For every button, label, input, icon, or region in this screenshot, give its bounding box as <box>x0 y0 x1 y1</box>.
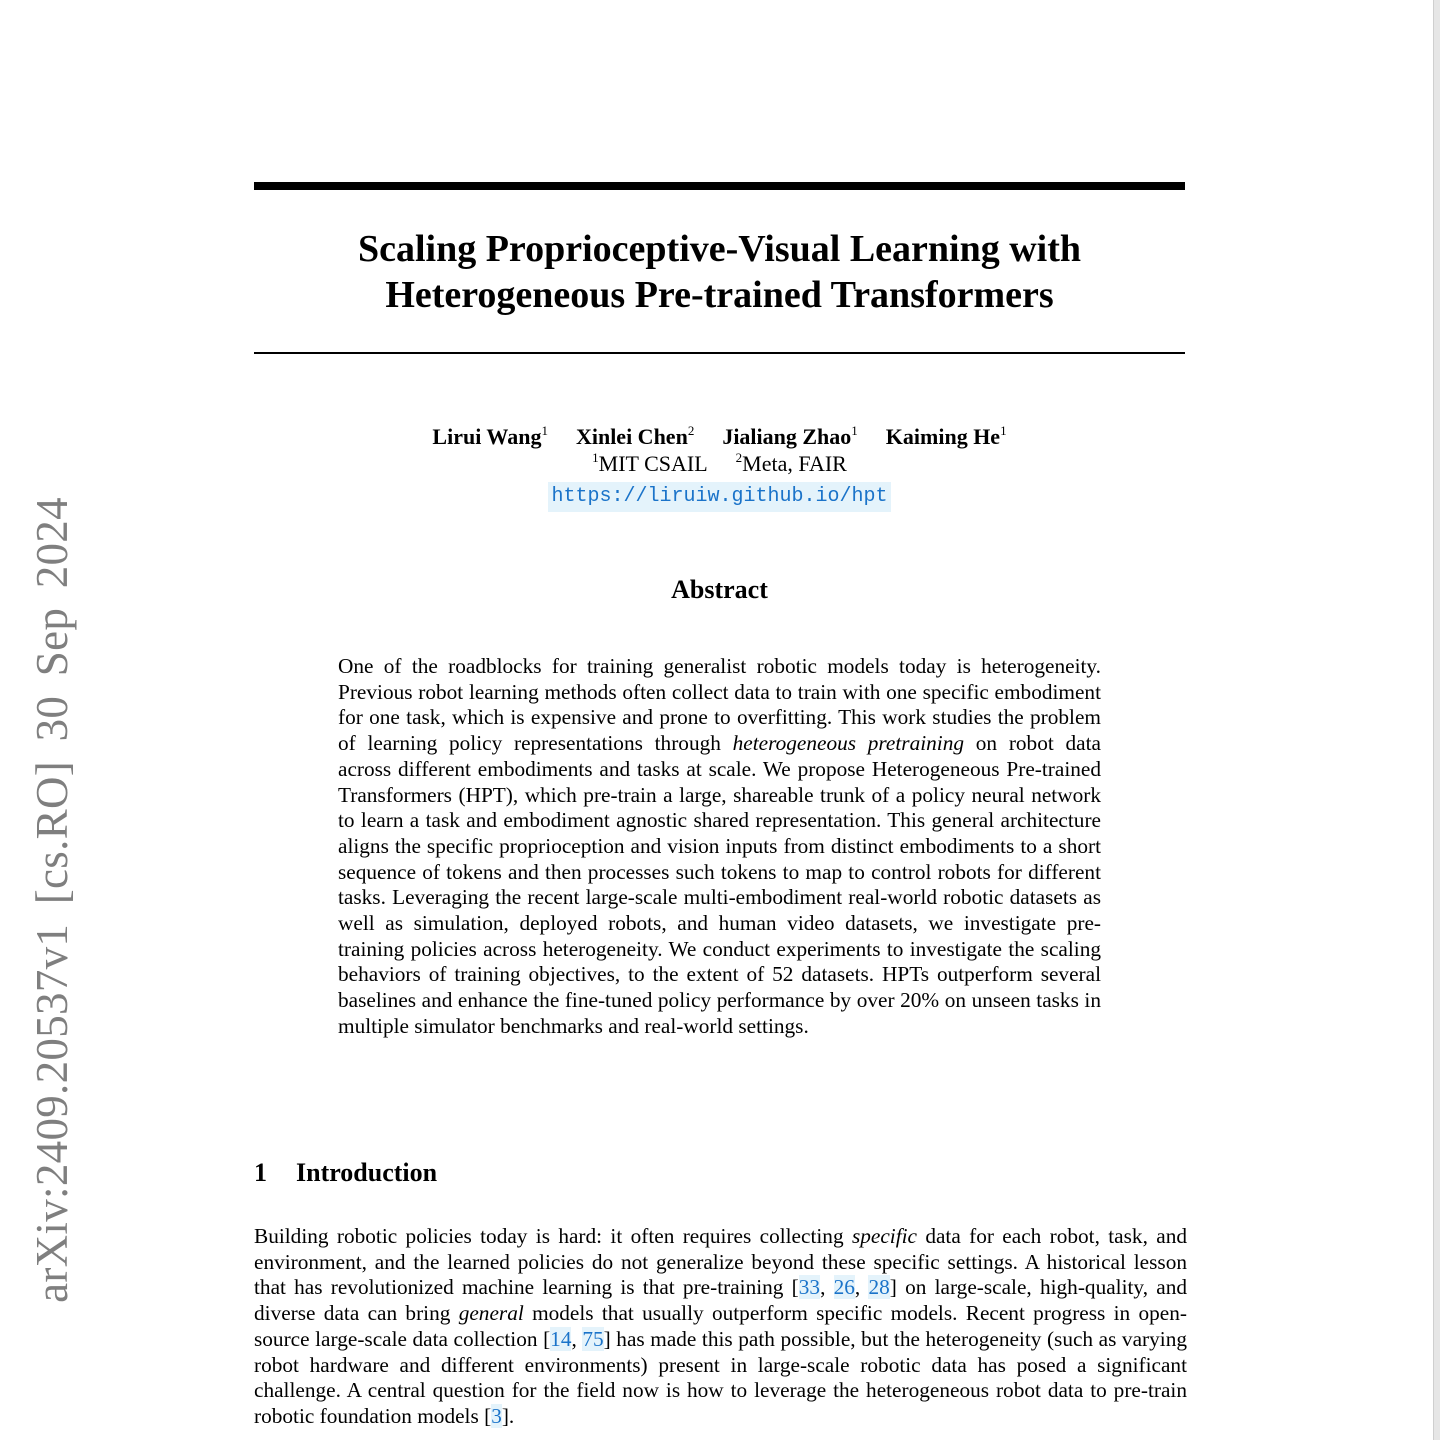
intro-text: , <box>820 1275 834 1300</box>
abstract-heading: Abstract <box>671 575 768 604</box>
section-heading <box>254 1157 437 1189</box>
affiliation-mark: 1 <box>851 423 858 438</box>
affiliation-mark: 1 <box>592 450 599 465</box>
affiliation <box>736 445 847 477</box>
title-line-1: Scaling Proprioceptive-Visual Learning with <box>357 228 1082 270</box>
abstract-body <box>338 654 1101 1040</box>
arxiv-identifier-stamp: arXiv:2409.20537v1 [cs.RO] 30 Sep 2024 <box>27 497 77 1303</box>
title-rule-bottom <box>254 352 1185 354</box>
affiliation-mark: 1 <box>1000 423 1007 438</box>
abstract-text: on robot data across different embodiments and tasks at scale. We propose Heterogeneous Pre-trained Transformers (HPT), which pre-train a large, shareable trunk of a policy neural network to learn a task and embodiment agnostic shared representation. This general architecture aligns the specific proprioception and vision inputs from distinct embodiments to a short sequence of tokens and then processes such tokens to map to control robots for different tasks. Leveraging the recent large-scale multi-embodiment real-world robotic datasets as well as simulation, deployed robots, and human video datasets, we investigate pre-training policies across heterogeneity. We conduct experiments to investigate the scaling behaviors of training objectives, to the extent of 52 datasets. HPTs outperform several baselines and enhance the fine-tuned policy performance by over 20% on unseen tasks in multiple simulator benchmarks and real-world settings. <box>338 731 1101 1038</box>
intro-emphasis: specific <box>851 1224 917 1248</box>
affiliation-name: MIT CSAIL <box>598 451 708 476</box>
affiliation-mark: 1 <box>541 423 548 438</box>
intro-text: , <box>571 1326 583 1351</box>
affiliation-list <box>254 445 1185 477</box>
author-name: Kaiming He <box>885 424 1001 449</box>
section-title: Introduction <box>296 1158 438 1187</box>
abstract-emphasis: heterogeneous pretraining <box>732 731 965 756</box>
project-url-row <box>254 482 1185 512</box>
author-name: Xinlei Chen <box>575 424 688 449</box>
affiliation-mark: 2 <box>735 450 743 465</box>
introduction-paragraph <box>254 1224 1187 1430</box>
project-url-link[interactable]: https://liruiw.github.io/hpt <box>548 482 890 512</box>
author-name: Jialiang Zhao <box>722 424 852 449</box>
intro-text: data for each robot, task, and environment, and the learned policies do not generalize beyond these specific settings. A historical lesson that has revolutionized machine learning is that pre-training [ <box>254 1224 1187 1300</box>
intro-text: ] on large-scale, high-quality, and diverse data can bring <box>254 1275 1187 1326</box>
abstract-text: One of the roadblocks for training generalist robotic models today is heterogeneity. Previous robot learning methods often collect data to train with one specific embodiment for one task, which is expensive and prone to overfitting. This work studies the problem of learning policy representations through <box>338 654 1101 756</box>
intro-text: models that usually outperform specific models. Recent progress in open-source large-scale data collection [ <box>254 1301 1187 1351</box>
title-line-2: Heterogeneous Pre-trained Transformers <box>385 274 1054 316</box>
citation-link[interactable]: 33 <box>798 1275 821 1300</box>
paper-title <box>254 226 1185 318</box>
citation-link[interactable]: 26 <box>833 1275 855 1300</box>
intro-text: Building robotic policies today is hard: it often requires collecting <box>254 1224 852 1248</box>
scrollbar[interactable] <box>1433 0 1440 1440</box>
affiliation-mark: 2 <box>687 423 695 438</box>
affiliation <box>592 445 708 477</box>
title-rule-top <box>254 182 1185 190</box>
citation-link[interactable]: 75 <box>582 1326 604 1351</box>
citation-link[interactable]: 3 <box>491 1403 502 1428</box>
citation-link[interactable]: 14 <box>550 1326 572 1351</box>
citation-link[interactable]: 28 <box>868 1275 890 1300</box>
intro-emphasis: general <box>458 1301 524 1326</box>
section-number: 1 <box>254 1158 267 1187</box>
intro-text: ]. <box>501 1403 515 1428</box>
intro-text: , <box>854 1275 869 1300</box>
intro-text: ] has made this path possible, but the heterogeneity (such as varying robot hardware and different environments) present in large-scale robotic data has posed a significant challenge. A central question for the field now is how to leverage the heterogeneous robot data to pre-train robotic foundation models [ <box>254 1326 1187 1428</box>
author-name: Lirui Wang <box>432 424 542 449</box>
affiliation-name: Meta, FAIR <box>742 451 847 476</box>
